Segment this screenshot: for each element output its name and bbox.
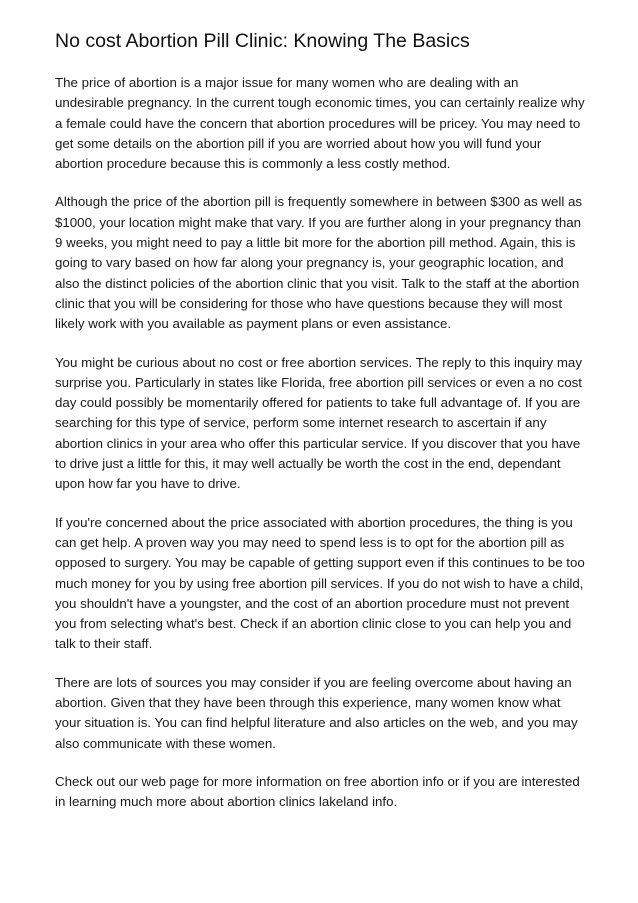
paragraph-3: You might be curious about no cost or free abortion services. The reply to this inquiry may surprise you. Particularly in states like Florida, free abortion pill services or even a no cost day could possibly be momentarily offered for patients to take full advantage of. If you are searching for this type of service, perform some internet research to ascertain if any abortion clinics in your area who offer this particular service. If you discover that you have to drive just a little for this, it may well actually be worth the cost in the end, dependant upon how far you have to drive.: [55, 354, 582, 492]
document-page: [55, 28, 590, 831]
page-title: No cost Abortion Pill Clinic: Knowing The Basics: [55, 30, 470, 52]
paragraph-4: If you're concerned about the price associated with abortion procedures, the thing is you can get help. A proven way you may need to spend less is to opt for the abortion pill as opposed to surgery. You may be capable of getting support even if this continues to be too much money for you by using free abortion pill services. If you do not wish to have a child, you shouldn't have a youngster, and the cost of an abortion procedure must not prevent you from selecting what's best. Check if an abortion clinic close to you can help you and talk to their staff.: [55, 514, 585, 652]
paragraph-1: The price of abortion is a major issue for many women who are dealing with an undesirable pregnancy. In the current tough economic times, you can certainly realize why a female could have the concern that abortion procedures will be pricey. You may need to get some details on the abortion pill if you are worried about how you will fund your abortion procedure because this is commonly a less costly method.: [55, 75, 585, 172]
paragraph-5: There are lots of sources you may consider if you are feeling overcome about having an abortion. Given that they have been through this experience, many women know what your situation is. You can find helpful literature and also articles on the web, and you may also communicate with these women.: [55, 674, 578, 751]
paragraph-2: Although the price of the abortion pill is frequently somewhere in between $300 as well as $1000, your location might make that vary. If you are further along in your pregnancy than 9 weeks, you might need to pay a little bit more for the abortion pill method. Again, this is going to vary based on how far along your pregnancy is, your geographic location, and also the distinct policies of the abortion clinic that you visit. Talk to the staff at the abortion clinic that you will be considering for those who have questions because they will most likely work with you available as payment plans or even assistance.: [55, 194, 583, 332]
paragraph-6: Check out our web page for more information on free abortion info or if you are interested in learning much more about abortion clinics lakeland info.: [55, 773, 580, 810]
